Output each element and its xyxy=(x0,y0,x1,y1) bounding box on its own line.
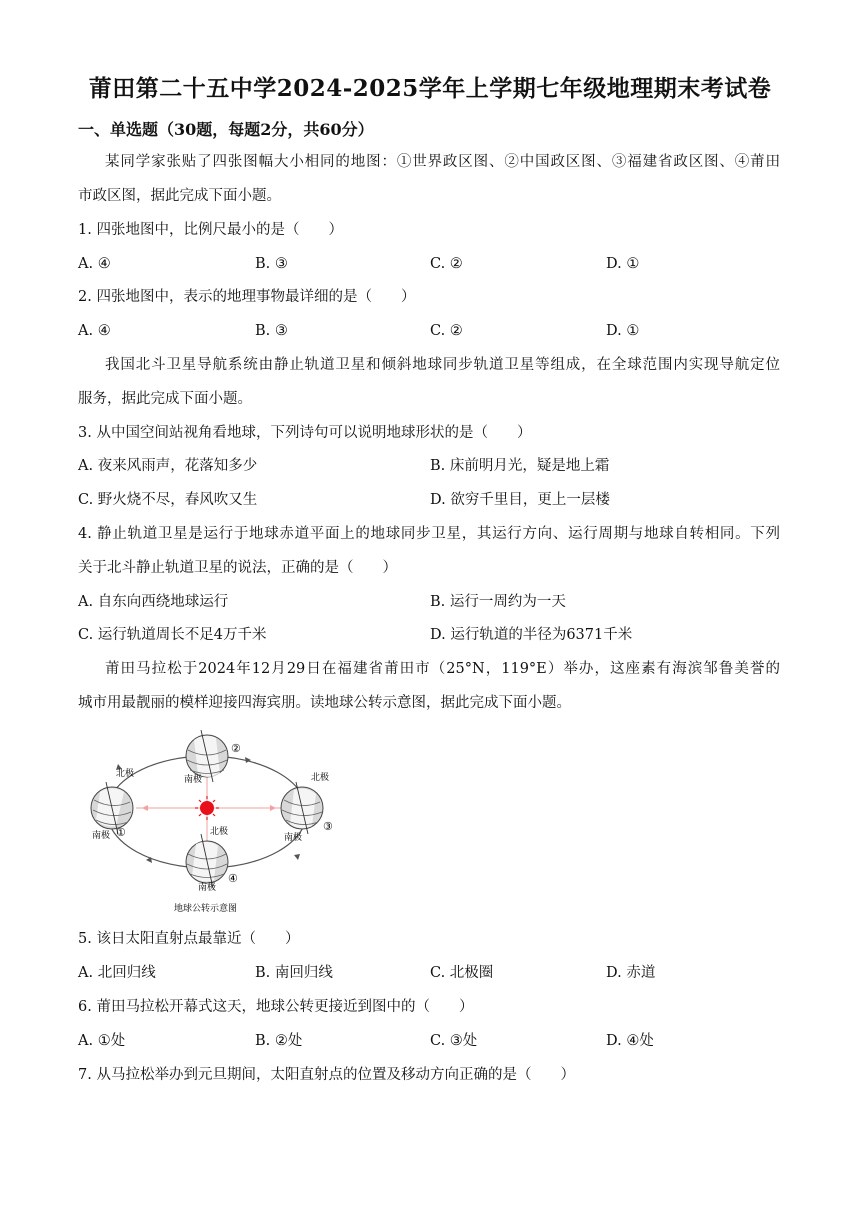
question-2-stem: 2. 四张地图中，表示的地理事物最详细的是（ ） xyxy=(78,289,416,305)
figure-caption: 地球公转示意图 xyxy=(174,904,238,914)
question-6-option-d[interactable]: D. ④处 xyxy=(606,1033,654,1049)
earth-globe-3 xyxy=(281,782,323,834)
earth-globe-1 xyxy=(91,782,133,834)
intro3-line2: 城市用最靓丽的模样迎接四海宾朋。读地球公转示意图，据此完成下面小题。 xyxy=(78,695,571,711)
question-7-stem: 7. 从马拉松举办到元旦期间，太阳直射点的位置及移动方向正确的是（ ） xyxy=(78,1067,575,1083)
question-4-option-c[interactable]: C. 运行轨道周长不足4万千米 xyxy=(78,627,267,643)
question-1-stem: 1. 四张地图中，比例尺最小的是（ ） xyxy=(78,222,343,238)
question-1-option-d[interactable]: D. ① xyxy=(606,256,640,272)
question-3-option-c[interactable]: C. 野火烧不尽，春风吹又生 xyxy=(78,492,258,508)
south-pole-label-1: 南极 xyxy=(92,831,111,841)
earth-revolution-diagram xyxy=(86,730,348,916)
question-5-stem: 5. 该日太阳直射点最靠近（ ） xyxy=(78,931,300,947)
question-5-option-d[interactable]: D. 赤道 xyxy=(606,965,656,981)
question-6-option-a[interactable]: A. ①处 xyxy=(78,1033,126,1049)
question-5-option-c[interactable]: C. 北极圈 xyxy=(430,965,494,981)
intro1-line2: 市政区图，据此完成下面小题。 xyxy=(78,188,281,204)
intro2-line2: 服务，据此完成下面小题。 xyxy=(78,391,252,407)
page-title: 莆田第二十五中学2024-2025学年上学期七年级地理期末考试卷 xyxy=(88,75,772,102)
question-3-stem: 3. 从中国空间站视角看地球，下列诗句可以说明地球形状的是（ ） xyxy=(78,425,532,441)
question-1-option-b[interactable]: B. ③ xyxy=(255,256,288,272)
question-6-option-b[interactable]: B. ②处 xyxy=(255,1033,303,1049)
earth-globe-4 xyxy=(186,834,228,888)
question-4-option-d[interactable]: D. 运行轨道的半径为6371千米 xyxy=(430,627,633,643)
question-6-stem: 6. 莆田马拉松开幕式这天，地球公转更接近到图中的（ ） xyxy=(78,999,474,1015)
intro2-line1: 我国北斗卫星导航系统由静止轨道卫星和倾斜地球同步轨道卫星等组成，在全球范围内实现导航定位 xyxy=(105,357,780,373)
question-3-option-b[interactable]: B. 床前明月光，疑是地上霜 xyxy=(430,458,610,474)
question-6-option-c[interactable]: C. ③处 xyxy=(430,1033,478,1049)
marker-1: ① xyxy=(116,826,126,839)
orbit-arrow-icon xyxy=(294,854,300,860)
intro1-line1: 某同学家张贴了四张图幅大小相同的地图：①世界政区图、②中国政区图、③福建省政区图、④莆田 xyxy=(105,154,780,170)
question-3-option-d[interactable]: D. 欲穷千里目，更上一层楼 xyxy=(430,492,610,508)
orbit-arrow-icon xyxy=(245,757,251,763)
question-2-option-b[interactable]: B. ③ xyxy=(255,323,288,339)
north-pole-label-4: 北极 xyxy=(210,827,229,837)
ray-arrow-icon xyxy=(142,805,148,811)
south-pole-label-2: 南极 xyxy=(184,775,203,785)
marker-2: ② xyxy=(231,742,241,755)
ray-arrow-icon xyxy=(270,805,276,811)
question-1-option-c[interactable]: C. ② xyxy=(430,256,463,272)
question-2-option-a[interactable]: A. ④ xyxy=(78,323,111,339)
north-pole-label-3: 北极 xyxy=(311,773,330,783)
intro3-line1: 莆田马拉松于2024年12月29日在福建省莆田市（25°N，119°E）举办，这座素有海滨邹鲁美誉的 xyxy=(105,661,780,677)
question-4-option-b[interactable]: B. 运行一周约为一天 xyxy=(430,594,566,610)
marker-3: ③ xyxy=(323,820,333,833)
question-2-option-c[interactable]: C. ② xyxy=(430,323,463,339)
question-3-option-a[interactable]: A. 夜来风雨声，花落知多少 xyxy=(78,458,258,474)
north-pole-label-1: 北极 xyxy=(116,769,135,779)
question-4-stem-line2: 关于北斗静止轨道卫星的说法，正确的是（ ） xyxy=(78,560,397,576)
question-5-option-b[interactable]: B. 南回归线 xyxy=(255,965,333,981)
question-1-option-a[interactable]: A. ④ xyxy=(78,256,111,272)
question-5-option-a[interactable]: A. 北回归线 xyxy=(78,965,156,981)
question-4-stem-line1: 4. 静止轨道卫星是运行于地球赤道平面上的地球同步卫星，其运行方向、运行周期与地球自转相同。下列 xyxy=(78,526,780,542)
marker-4: ④ xyxy=(228,872,238,885)
south-pole-label-4: 南极 xyxy=(198,883,217,893)
question-2-option-d[interactable]: D. ① xyxy=(606,323,640,339)
south-pole-label-3: 南极 xyxy=(284,833,303,843)
section-heading: 一、单选题（30题，每题2分，共60分） xyxy=(78,120,374,139)
question-4-option-a[interactable]: A. 自东向西绕地球运行 xyxy=(78,594,229,610)
